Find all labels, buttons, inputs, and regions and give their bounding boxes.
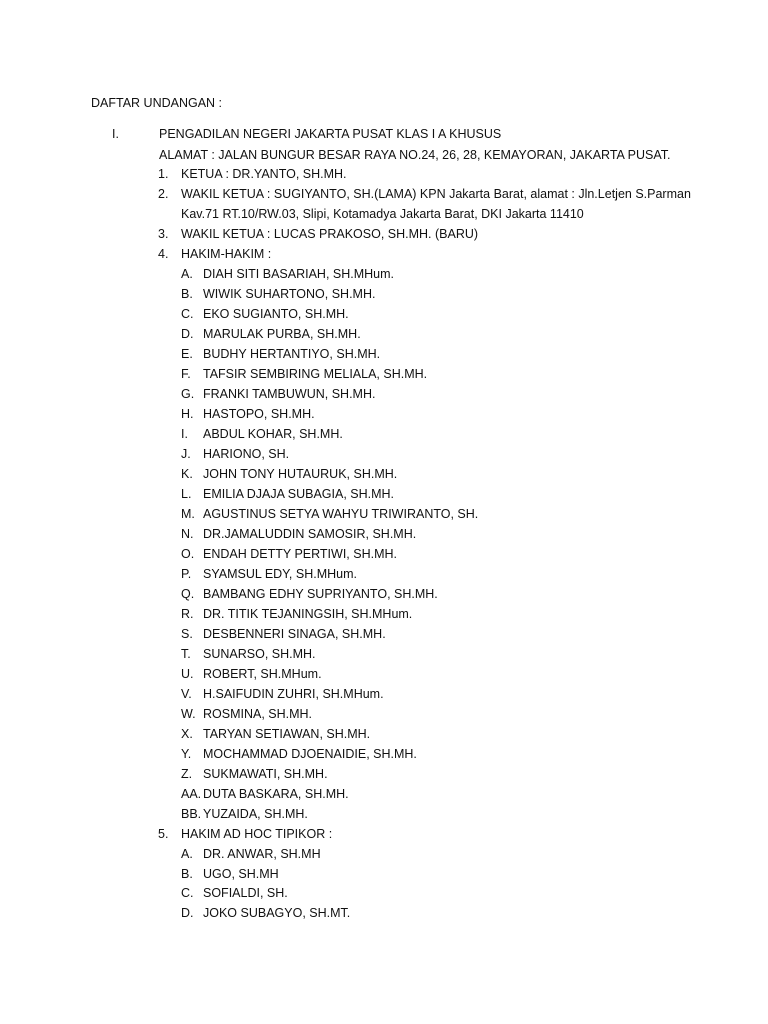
list-item-name: HASTOPO, SH.MH. (203, 407, 315, 421)
item-wakil-ketua-baru: WAKIL KETUA : LUCAS PRAKOSO, SH.MH. (BARU) (181, 227, 479, 241)
list-item-name: TARYAN SETIAWAN, SH.MH. (203, 727, 371, 741)
list-item-name: ENDAH DETTY PERTIWI, SH.MH. (203, 547, 398, 561)
list-item-letter: D. (181, 327, 194, 341)
list-item-name: SOFIALDI, SH. (203, 886, 288, 901)
list-item-name: JOHN TONY HUTAURUK, SH.MH. (203, 467, 398, 481)
list-item-name: ROBERT, SH.MHum. (203, 667, 322, 681)
list-item-letter: U. (181, 667, 194, 681)
list-item-name: EMILIA DJAJA SUBAGIA, SH.MH. (203, 487, 395, 501)
list-item-name: SUKMAWATI, SH.MH. (203, 767, 328, 781)
list-item-name: ABDUL KOHAR, SH.MH. (203, 427, 343, 441)
list-item-letter: L. (181, 487, 192, 501)
list-item-name: DR. TITIK TEJANINGSIH, SH.MHum. (203, 607, 413, 621)
item-ketua: KETUA : DR.YANTO, SH.MH. (181, 167, 347, 181)
list-item-letter: V. (181, 687, 192, 701)
list-item-name: YUZAIDA, SH.MH. (203, 807, 308, 821)
section-numeral: I. (112, 127, 119, 141)
item-number: 4. (158, 247, 169, 261)
list-item-letter: G. (181, 387, 195, 401)
document-title: DAFTAR UNDANGAN : (91, 96, 223, 110)
section-address: ALAMAT : JALAN BUNGUR BESAR RAYA NO.24, 26, 28, KEMAYORAN, JAKARTA PUSAT. (159, 148, 671, 162)
list-item-letter: C. (181, 886, 194, 901)
list-item-name: DR. ANWAR, SH.MH (203, 847, 321, 861)
list-item-letter: A. (181, 847, 193, 861)
list-item-name: DIAH SITI BASARIAH, SH.MHum. (203, 267, 395, 281)
section-name: PENGADILAN NEGERI JAKARTA PUSAT KLAS I A KHUSUS (159, 127, 502, 141)
list-item-letter: F. (181, 367, 191, 381)
list-item-name: SYAMSUL EDY, SH.MHum. (203, 567, 357, 581)
item-hakim-heading: HAKIM-HAKIM : (181, 247, 272, 261)
list-item-letter: I. (181, 427, 188, 441)
list-item-name: UGO, SH.MH (203, 866, 279, 881)
list-item-name: DUTA BASKARA, SH.MH. (203, 787, 349, 801)
list-item-letter: J. (181, 447, 191, 461)
list-item-letter: AA. (181, 787, 202, 801)
list-item-name: ROSMINA, SH.MH. (203, 707, 313, 721)
list-item-name: BAMBANG EDHY SUPRIYANTO, SH.MH. (203, 587, 438, 601)
list-item-letter: Q. (181, 587, 195, 601)
list-item-letter: N. (181, 527, 194, 541)
list-item-letter: O. (181, 547, 195, 561)
list-item-letter: W. (181, 707, 196, 721)
item-number: 1. (158, 167, 169, 181)
list-item-name: EKO SUGIANTO, SH.MH. (203, 307, 349, 321)
list-item-letter: E. (181, 347, 193, 361)
list-item-name: DR.JAMALUDDIN SAMOSIR, SH.MH. (203, 527, 417, 541)
list-item-name: WIWIK SUHARTONO, SH.MH. (203, 287, 376, 301)
item-wakil-ketua-lama: WAKIL KETUA : SUGIYANTO, SH.(LAMA) KPN Jakarta Barat, alamat : Jln.Letjen S.Parman (181, 187, 691, 201)
list-item-letter: C. (181, 307, 194, 321)
list-item-letter: A. (181, 267, 193, 281)
list-item-name: SUNARSO, SH.MH. (203, 647, 316, 661)
list-item-letter: BB. (181, 807, 202, 821)
item-number: 2. (158, 187, 169, 201)
list-item-name: TAFSIR SEMBIRING MELIALA, SH.MH. (203, 367, 428, 381)
list-item-letter: S. (181, 627, 193, 641)
list-item-letter: T. (181, 647, 191, 661)
list-item-letter: H. (181, 407, 194, 421)
list-item-name: FRANKI TAMBUWUN, SH.MH. (203, 387, 376, 401)
list-item-name: JOKO SUBAGYO, SH.MT. (203, 906, 351, 921)
list-item-letter: D. (181, 906, 194, 921)
list-item-name: HARIONO, SH. (203, 447, 290, 461)
item-tipikor-heading: HAKIM AD HOC TIPIKOR : (181, 827, 333, 841)
list-item-name: AGUSTINUS SETYA WAHYU TRIWIRANTO, SH. (203, 507, 479, 521)
list-item-letter: P. (181, 567, 192, 581)
list-item-letter: X. (181, 727, 193, 741)
list-item-name: MARULAK PURBA, SH.MH. (203, 327, 361, 341)
item-number: 5. (158, 827, 169, 841)
list-item-letter: Y. (181, 747, 192, 761)
list-item-name: BUDHY HERTANTIYO, SH.MH. (203, 347, 381, 361)
list-item-letter: B. (181, 287, 193, 301)
list-item-letter: R. (181, 607, 194, 621)
list-item-name: H.SAIFUDIN ZUHRI, SH.MHum. (203, 687, 384, 701)
list-item-letter: M. (181, 507, 195, 521)
item-number: 3. (158, 227, 169, 241)
list-item-letter: Z. (181, 767, 193, 781)
list-item-letter: B. (181, 866, 193, 881)
item-wakil-ketua-lama-address: Kav.71 RT.10/RW.03, Slipi, Kotamadya Jakarta Barat, DKI Jakarta 11410 (181, 207, 584, 221)
list-item-name: MOCHAMMAD DJOENAIDIE, SH.MH. (203, 747, 417, 761)
list-item-name: DESBENNERI SINAGA, SH.MH. (203, 627, 386, 641)
list-item-letter: K. (181, 467, 193, 481)
